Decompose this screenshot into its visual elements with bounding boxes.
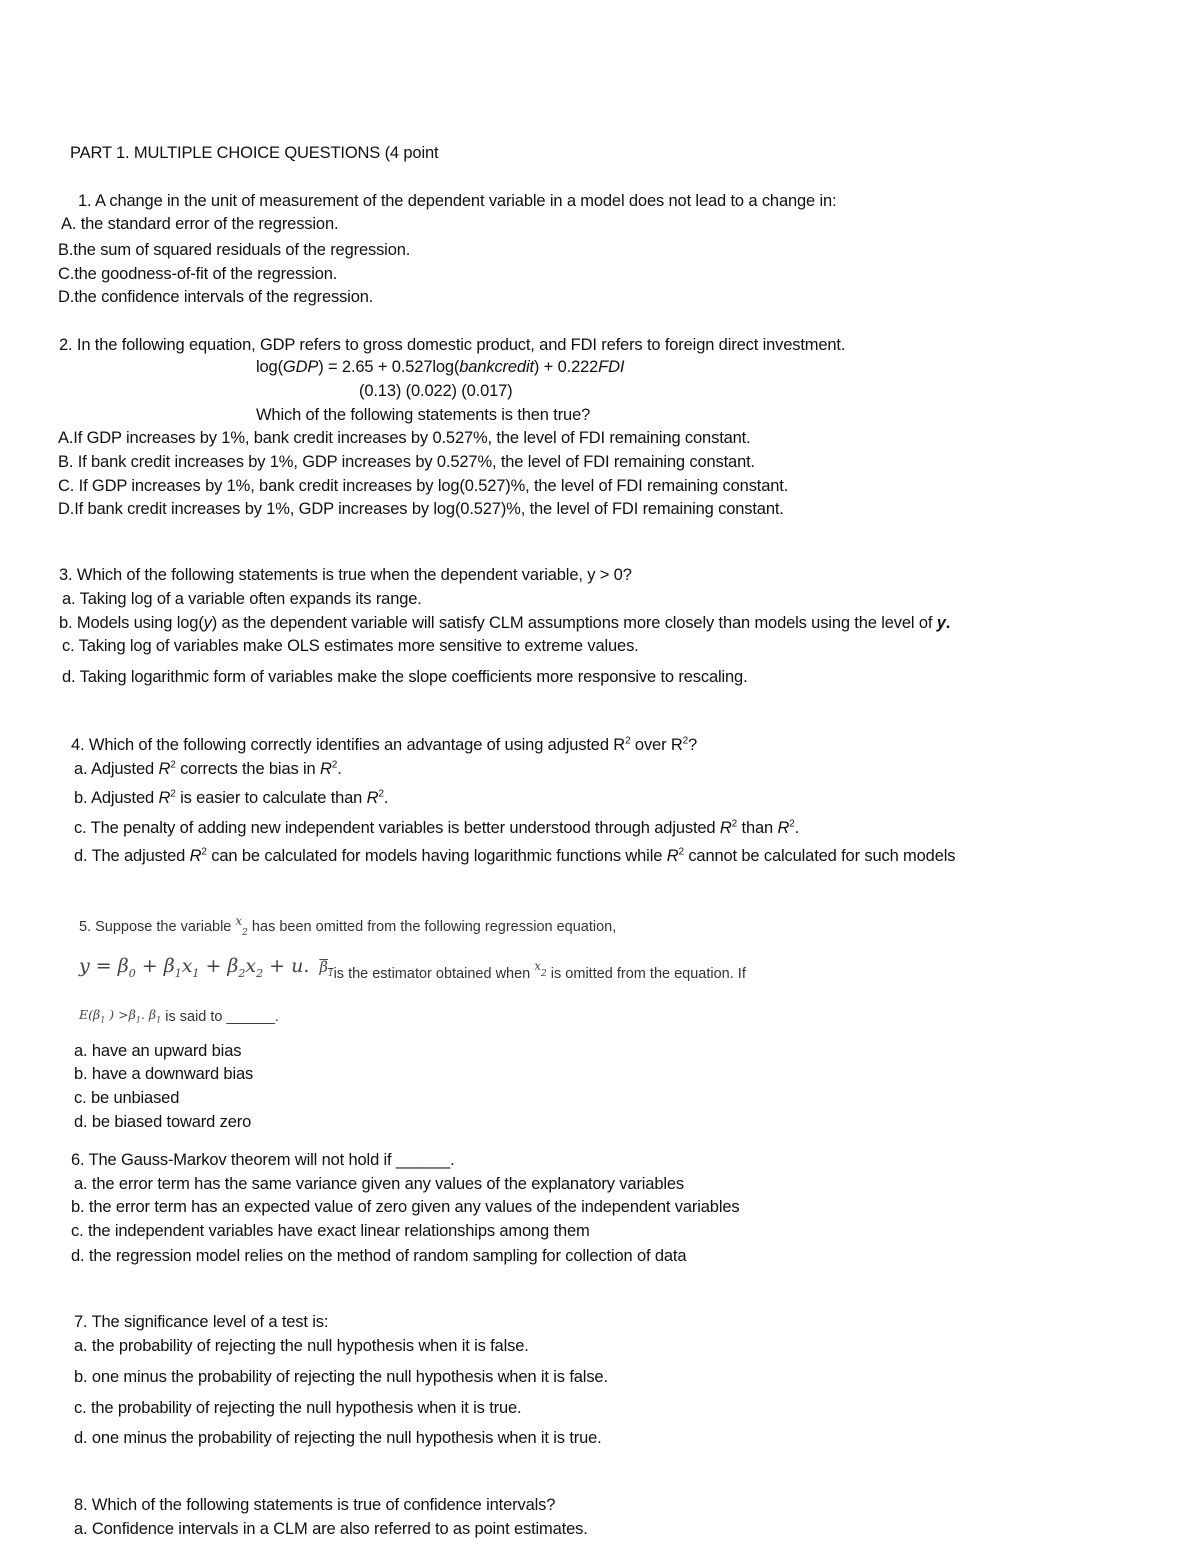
q4-option-c: c. The penalty of adding new independent variables is better understood through adjusted $R^2$ than $R^2$. xyxy=(74,818,800,837)
q1-stem: 1. A change in the unit of measurement of the dependent variable in a model does not lead to a change in: xyxy=(78,192,837,210)
q7-option-a: a. the probability of rejecting the null hypothesis when it is false. xyxy=(74,1337,529,1355)
q5-stem: 5. Suppose the variable $^x_2$ has been omitted from the following regression equation, xyxy=(79,914,617,938)
q8-option-a: a. Confidence intervals in a CLM are also referred to as point estimates. xyxy=(74,1520,588,1538)
q3-stem: 3. Which of the following statements is true when the dependent variable, y > 0? xyxy=(59,566,632,584)
q2-standard-errors: (0.13) (0.022) (0.017) xyxy=(359,382,513,400)
q2-equation: log(GDP) = 2.65 + 0.527log(bankcredit) + 0.222FDI xyxy=(256,358,625,376)
q2-option-a: A.If GDP increases by 1%, bank credit increases by 0.527%, the level of FDI remaining constant. xyxy=(58,429,751,447)
q2-option-d: D.If bank credit increases by 1%, GDP increases by log(0.527)%, the level of FDI remaining constant. xyxy=(58,500,784,518)
q5-regression-equation: $y = \beta_0 + \beta_1x_1 + \beta_2x_2 + u$. xyxy=(79,955,310,980)
q6-option-d: d. the regression model relies on the method of random sampling for collection of data xyxy=(71,1247,687,1265)
q2-option-c: C. If GDP increases by 1%, bank credit increases by log(0.527)%, the level of FDI remaining constant. xyxy=(58,477,789,495)
q3-option-a: a. Taking log of a variable often expands its range. xyxy=(62,590,422,608)
q4-option-a: a. Adjusted $R^2$ corrects the bias in $R^2$. xyxy=(74,759,342,778)
q4-stem: 4. Which of the following correctly identifies an advantage of using adjusted $R^2$ over $R^2$? xyxy=(71,735,698,754)
q6-option-a: a. the error term has the same variance given any values of the explanatory variables xyxy=(74,1175,684,1193)
q8-stem: 8. Which of the following statements is true of confidence intervals? xyxy=(74,1496,556,1514)
q3-option-d: d. Taking logarithmic form of variables make the slope coefficients more responsive to rescaling. xyxy=(62,668,748,686)
q4-option-b: b. Adjusted $R^2$ is easier to calculate than $R^2$. xyxy=(74,788,389,807)
q5-option-a: a. have an upward bias xyxy=(74,1042,242,1060)
q1-option-d: D.the confidence intervals of the regression. xyxy=(58,288,374,306)
part-title: PART 1. MULTIPLE CHOICE QUESTIONS (4 point xyxy=(70,144,439,162)
q3-option-b: b. Models using log(y) as the dependent variable will satisfy CLM assumptions more closely than models using the level of y. xyxy=(59,614,951,632)
q7-option-d: d. one minus the probability of rejecting the null hypothesis when it is true. xyxy=(74,1429,602,1447)
q1-option-b: B.the sum of squared residuals of the regression. xyxy=(58,241,411,259)
q5-equation-line: $y = \beta_0 + \beta_1x_1 + \beta_2x_2 + u$. $\beta_1is$ the estimator obtained when $x_2$ is omitted from the equation. If xyxy=(79,955,746,982)
q5-expectation-line: $E(\beta_1$ ) $>\beta_1$. $\beta_1$ is said to ______. xyxy=(79,1007,279,1025)
q3-option-c: c. Taking log of variables make OLS estimates more sensitive to extreme values. xyxy=(62,637,639,655)
q2-stem: 2. In the following equation, GDP refers to gross domestic product, and FDI refers to foreign direct investment. xyxy=(59,336,846,354)
q1-option-a: A. the standard error of the regression. xyxy=(61,215,339,233)
q2-option-b: B. If bank credit increases by 1%, GDP increases by 0.527%, the level of FDI remaining constant. xyxy=(58,453,755,471)
q6-stem: 6. The Gauss-Markov theorem will not hold if ______. xyxy=(71,1151,455,1169)
q5-option-c: c. be unbiased xyxy=(74,1089,180,1107)
q6-option-b: b. the error term has an expected value of zero given any values of the independent variables xyxy=(71,1198,740,1216)
q5-option-d: d. be biased toward zero xyxy=(74,1113,252,1131)
q7-option-c: c. the probability of rejecting the null hypothesis when it is true. xyxy=(74,1399,522,1417)
q4-option-d: d. The adjusted $R^2$ can be calculated for models having logarithmic functions while $R^2$ cannot be calculated for such models xyxy=(74,846,956,865)
q6-option-c: c. the independent variables have exact linear relationships among them xyxy=(71,1222,590,1240)
q2-prompt: Which of the following statements is then true? xyxy=(256,406,591,424)
q1-option-c: C.the goodness-of-fit of the regression. xyxy=(58,265,338,283)
q7-option-b: b. one minus the probability of rejecting the null hypothesis when it is false. xyxy=(74,1368,608,1386)
q5-beta-tilde: $\beta_1$ xyxy=(319,960,334,979)
q7-stem: 7. The significance level of a test is: xyxy=(74,1313,329,1331)
q5-option-b: b. have a downward bias xyxy=(74,1065,254,1083)
